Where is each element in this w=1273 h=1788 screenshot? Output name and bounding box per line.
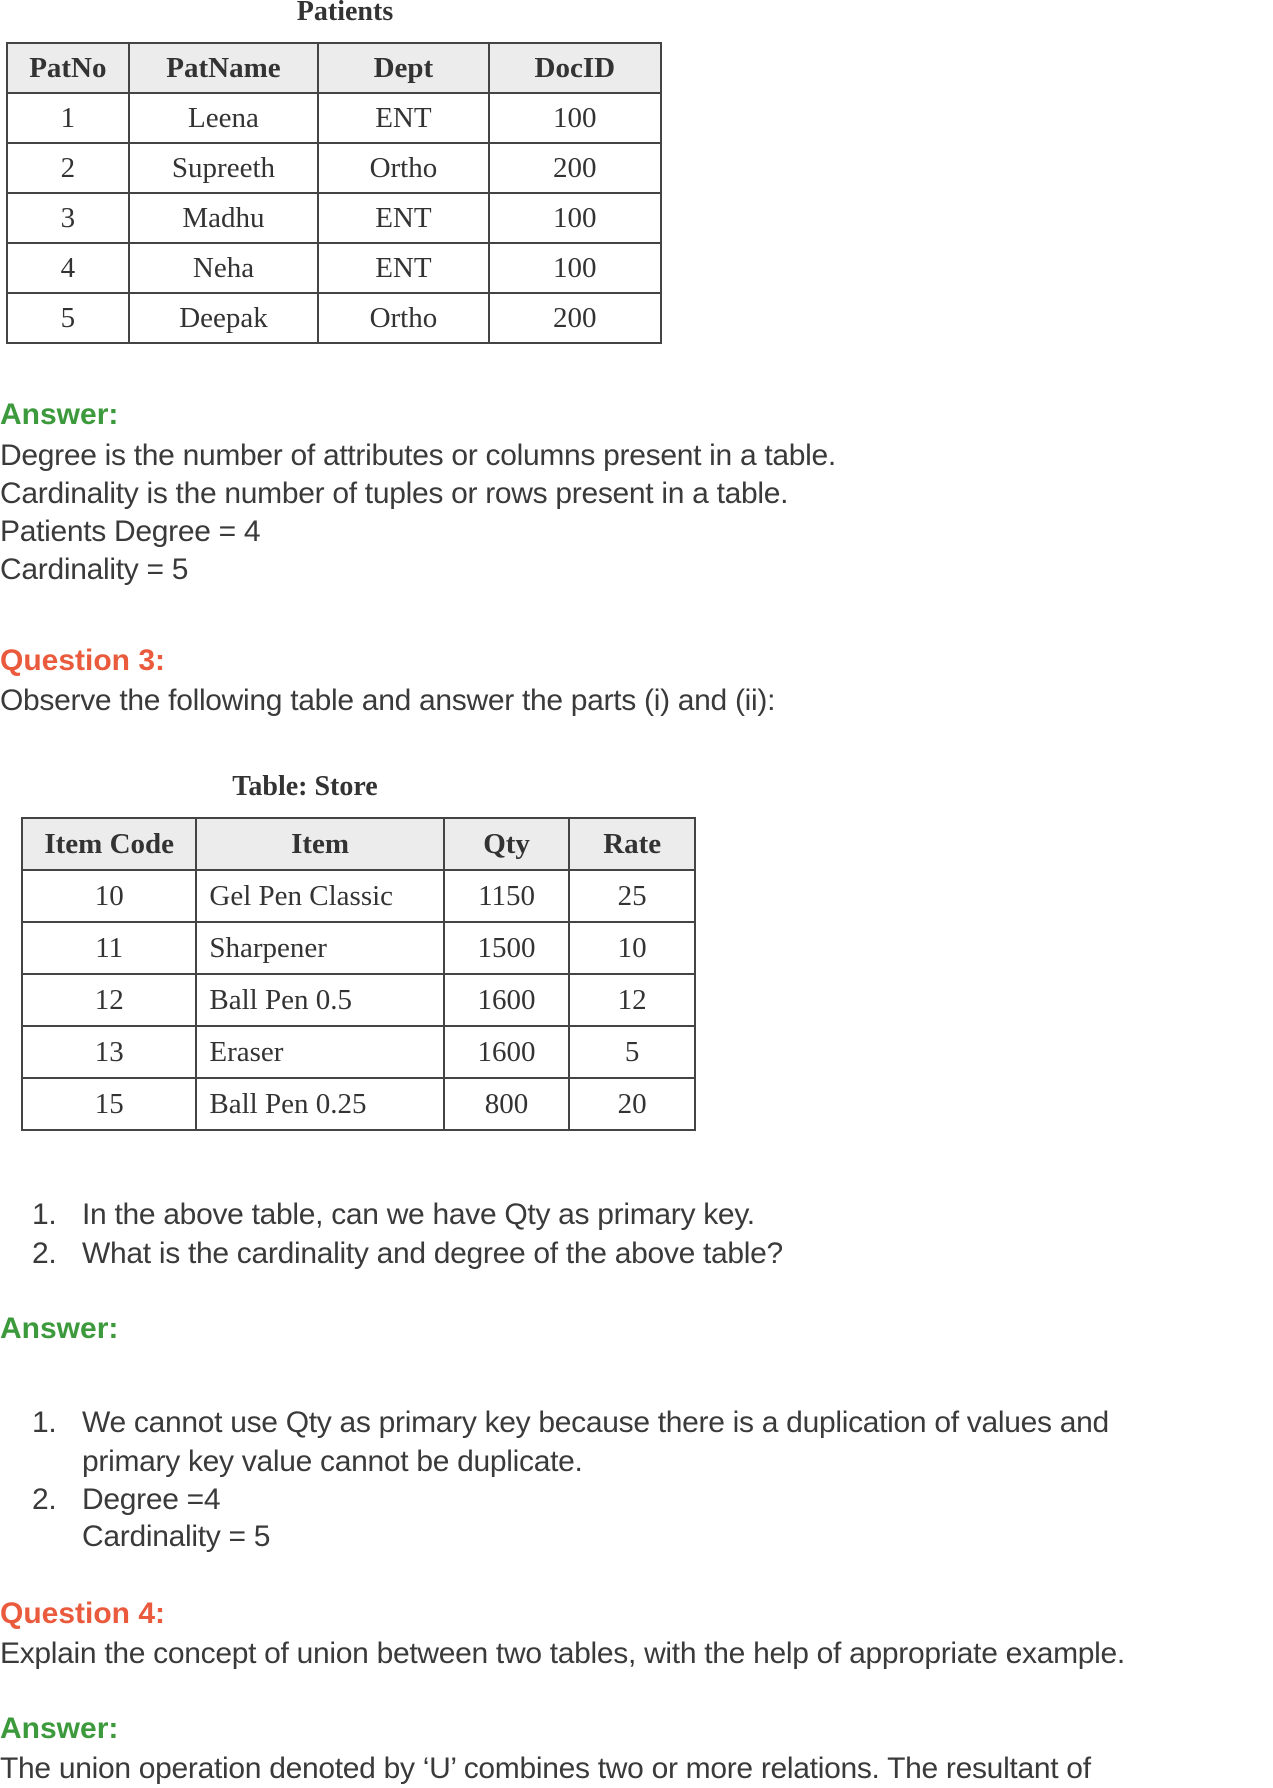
cell: 100 [489, 93, 661, 143]
answer-line: Patients Degree = 4 [0, 515, 261, 548]
table-header-row [22, 818, 695, 870]
cell: Supreeth [129, 143, 319, 193]
cell: 12 [22, 974, 196, 1026]
cell: 4 [7, 243, 129, 293]
store-table [21, 817, 696, 1131]
cell: 12 [569, 974, 695, 1026]
table-row [22, 1026, 695, 1078]
store-caption: Table: Store [232, 771, 378, 802]
cell: 10 [569, 922, 695, 974]
header-cell: PatName [129, 43, 319, 93]
table-row [22, 922, 695, 974]
table-row [7, 93, 661, 143]
answer-label: Answer: [0, 1312, 119, 1345]
list-number: 2. [32, 1237, 57, 1270]
header-cell: Item [196, 818, 443, 870]
header-cell: DocID [489, 43, 661, 93]
cell: 5 [7, 293, 129, 343]
answer-line: Cardinality is the number of tuples or rows present in a table. [0, 477, 789, 510]
cell: Ball Pen 0.5 [196, 974, 443, 1026]
cell: Sharpener [196, 922, 443, 974]
cell: Gel Pen Classic [196, 870, 443, 922]
cell: 800 [444, 1078, 570, 1130]
cell: 1 [7, 93, 129, 143]
table-row [7, 143, 661, 193]
cell: 15 [22, 1078, 196, 1130]
question-4-label: Question 4: [0, 1597, 166, 1630]
table-row [22, 870, 695, 922]
list-item: primary key value cannot be duplicate. [82, 1445, 583, 1478]
cell: ENT [318, 243, 488, 293]
question-3-label: Question 3: [0, 644, 166, 677]
answer-label: Answer: [0, 1712, 119, 1745]
cell: ENT [318, 193, 488, 243]
list-item: In the above table, can we have Qty as primary key. [82, 1198, 755, 1231]
table-row [22, 1078, 695, 1130]
table-row [7, 193, 661, 243]
list-item: Degree =4 [82, 1483, 221, 1516]
cell: Ball Pen 0.25 [196, 1078, 443, 1130]
patients-table [6, 42, 662, 344]
cell: 100 [489, 193, 661, 243]
cell: Madhu [129, 193, 319, 243]
header-cell: Dept [318, 43, 488, 93]
header-cell: Item Code [22, 818, 196, 870]
table-row [22, 974, 695, 1026]
cell: 2 [7, 143, 129, 193]
table-header-row [7, 43, 661, 93]
list-item: Cardinality = 5 [82, 1520, 271, 1553]
cell: 1600 [444, 1026, 570, 1078]
cell: Leena [129, 93, 319, 143]
cell: 3 [7, 193, 129, 243]
header-cell: Rate [569, 818, 695, 870]
header-cell: PatNo [7, 43, 129, 93]
list-number: 2. [32, 1483, 57, 1516]
patients-caption: Patients [296, 0, 394, 27]
cell: 11 [22, 922, 196, 974]
cell: 200 [489, 293, 661, 343]
cell: ENT [318, 93, 488, 143]
header-cell: Qty [444, 818, 570, 870]
question-4-text: Explain the concept of union between two tables, with the help of appropriate example. [0, 1637, 1125, 1670]
cell: Ortho [318, 143, 488, 193]
list-number: 1. [32, 1198, 57, 1231]
answer-text: The union operation denoted by ‘U’ combines two or more relations. The resultant of [0, 1752, 1091, 1785]
table-row [7, 243, 661, 293]
answer-line: Degree is the number of attributes or columns present in a table. [0, 439, 836, 472]
cell: 10 [22, 870, 196, 922]
answer-label: Answer: [0, 398, 119, 431]
cell: 200 [489, 143, 661, 193]
list-item: What is the cardinality and degree of the above table? [82, 1237, 783, 1270]
list-item: We cannot use Qty as primary key because there is a duplication of values and [82, 1406, 1109, 1439]
cell: 13 [22, 1026, 196, 1078]
cell: Deepak [129, 293, 319, 343]
cell: 100 [489, 243, 661, 293]
cell: Ortho [318, 293, 488, 343]
list-number: 1. [32, 1406, 57, 1439]
cell: 20 [569, 1078, 695, 1130]
cell: Neha [129, 243, 319, 293]
cell: 1150 [444, 870, 570, 922]
question-3-text: Observe the following table and answer the parts (i) and (ii): [0, 684, 776, 717]
cell: 1600 [444, 974, 570, 1026]
cell: Eraser [196, 1026, 443, 1078]
answer-line: Cardinality = 5 [0, 553, 189, 586]
cell: 25 [569, 870, 695, 922]
cell: 1500 [444, 922, 570, 974]
table-row [7, 293, 661, 343]
cell: 5 [569, 1026, 695, 1078]
